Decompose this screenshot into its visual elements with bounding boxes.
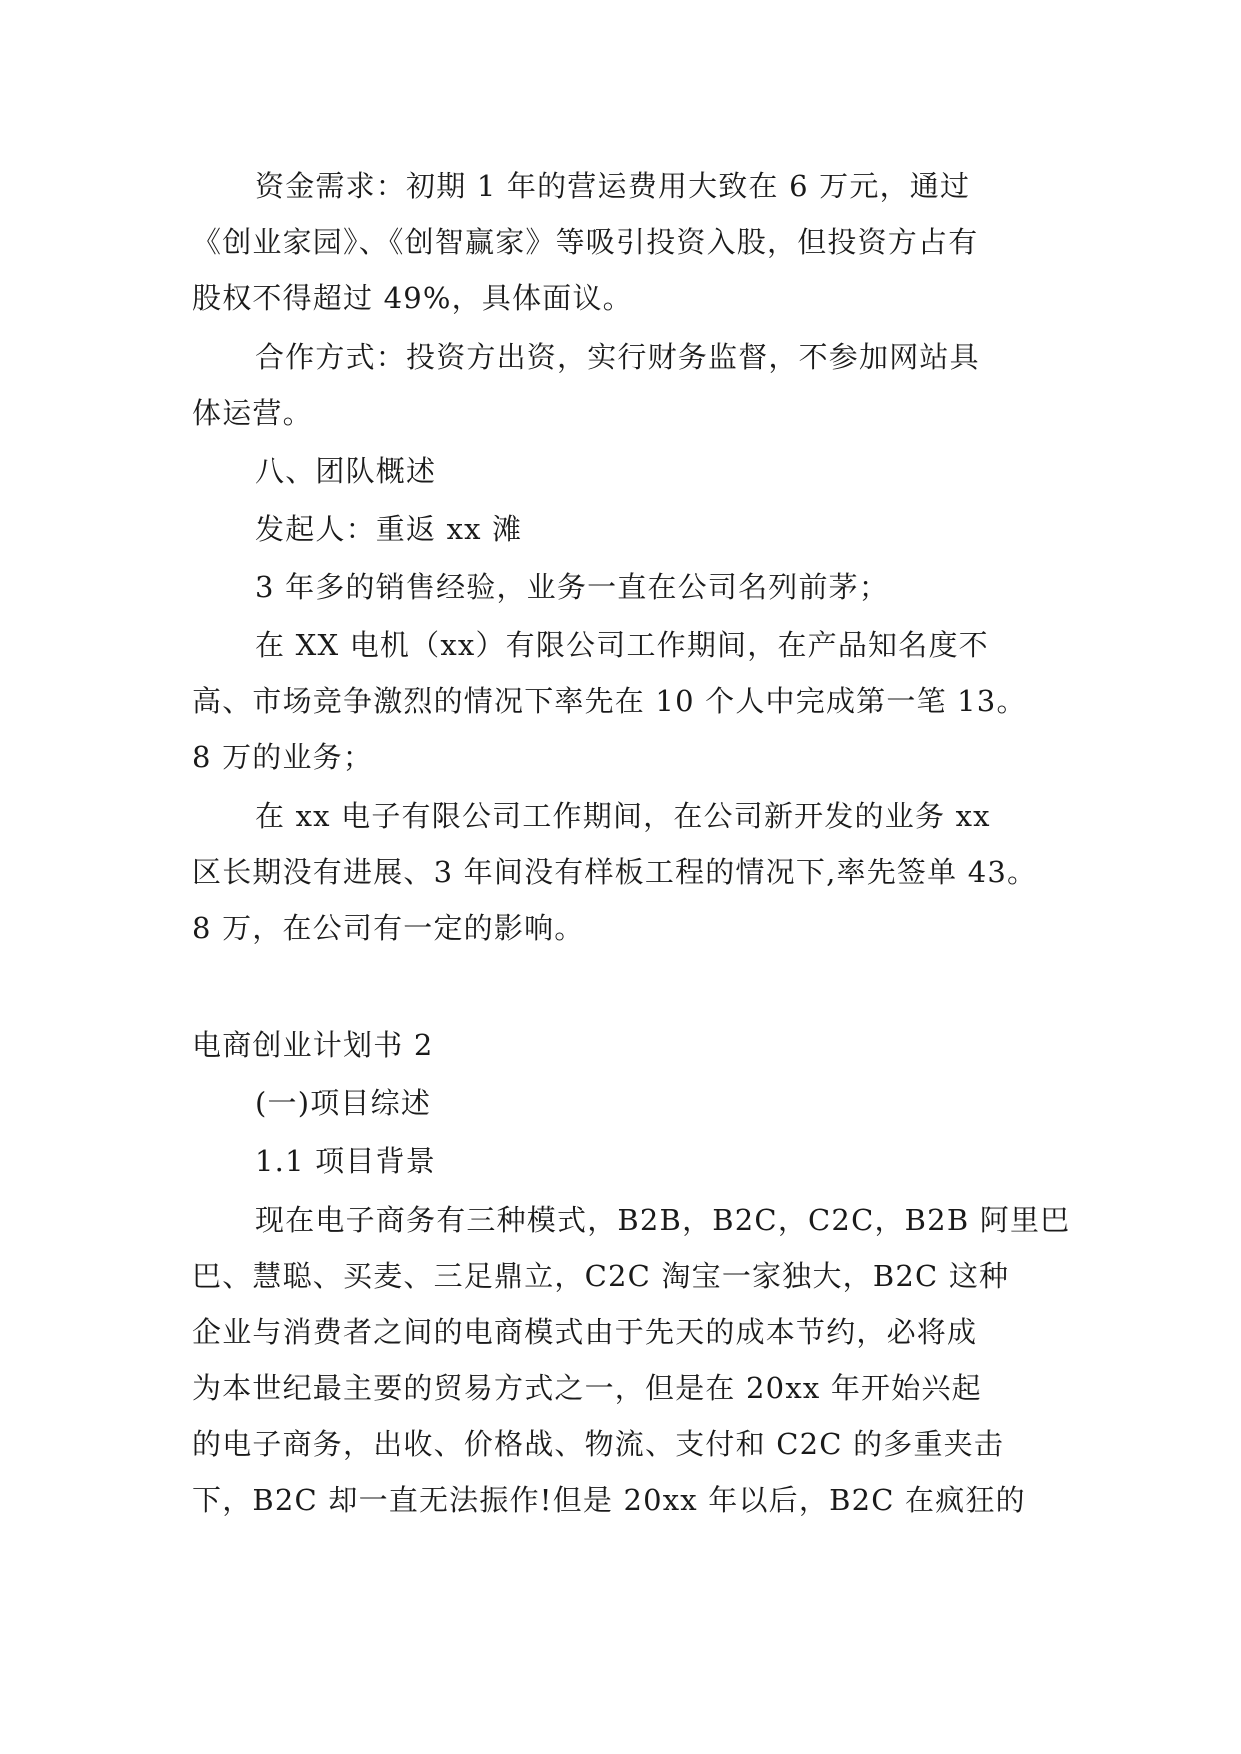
document-title-2: 电商创业计划书 2 xyxy=(192,1028,434,1062)
paragraph-background-line-2: 巴、慧聪、买麦、三足鼎立，C2C 淘宝一家独大，B2C 这种 xyxy=(192,1259,1010,1293)
paragraph-electronics-line-1: 在 xx 电子有限公司工作期间，在公司新开发的业务 xx xyxy=(255,799,991,833)
paragraph-background-line-1: 现在电子商务有三种模式，B2B，B2C，C2C，B2B 阿里巴 xyxy=(255,1203,1071,1237)
founder-line: 发起人：重返 xx 滩 xyxy=(255,512,523,546)
paragraph-funding-line-2: 《创业家园》、《创智赢家》等吸引投资入股，但投资方占有 xyxy=(192,225,979,259)
paragraph-background-line-6: 下，B2C 却一直无法振作!但是 20xx 年以后，B2C 在疯狂的 xyxy=(192,1483,1026,1517)
paragraph-motor-line-3: 8 万的业务； xyxy=(192,740,374,774)
paragraph-cooperation-line-2: 体运营。 xyxy=(192,396,313,430)
section-heading-team: 八、团队概述 xyxy=(255,454,437,488)
section-heading-overview: (一)项目综述 xyxy=(255,1086,432,1120)
paragraph-electronics-line-2: 区长期没有进展、3 年间没有样板工程的情况下,率先签单 43。 xyxy=(192,855,1038,889)
paragraph-motor-line-2: 高、市场竞争激烈的情况下率先在 10 个人中完成第一笔 13。 xyxy=(192,684,1027,718)
experience-line: 3 年多的销售经验，业务一直在公司名列前茅； xyxy=(255,570,890,604)
subsection-heading-background: 1.1 项目背景 xyxy=(255,1144,436,1178)
paragraph-background-line-5: 的电子商务，出收、价格战、物流、支付和 C2C 的多重夹击 xyxy=(192,1427,1005,1461)
paragraph-cooperation-line-1: 合作方式：投资方出资，实行财务监督，不参加网站具 xyxy=(255,340,980,374)
paragraph-funding-line-1: 资金需求：初期 1 年的营运费用大致在 6 万元，通过 xyxy=(255,169,971,203)
paragraph-funding-line-3: 股权不得超过 49%，具体面议。 xyxy=(192,281,633,315)
paragraph-background-line-4: 为本世纪最主要的贸易方式之一，但是在 20xx 年开始兴起 xyxy=(192,1371,982,1405)
paragraph-electronics-line-3: 8 万，在公司有一定的影响。 xyxy=(192,911,585,945)
paragraph-motor-line-1: 在 XX 电机（xx）有限公司工作期间，在产品知名度不 xyxy=(255,628,989,662)
paragraph-background-line-3: 企业与消费者之间的电商模式由于先天的成本节约，必将成 xyxy=(192,1315,978,1349)
